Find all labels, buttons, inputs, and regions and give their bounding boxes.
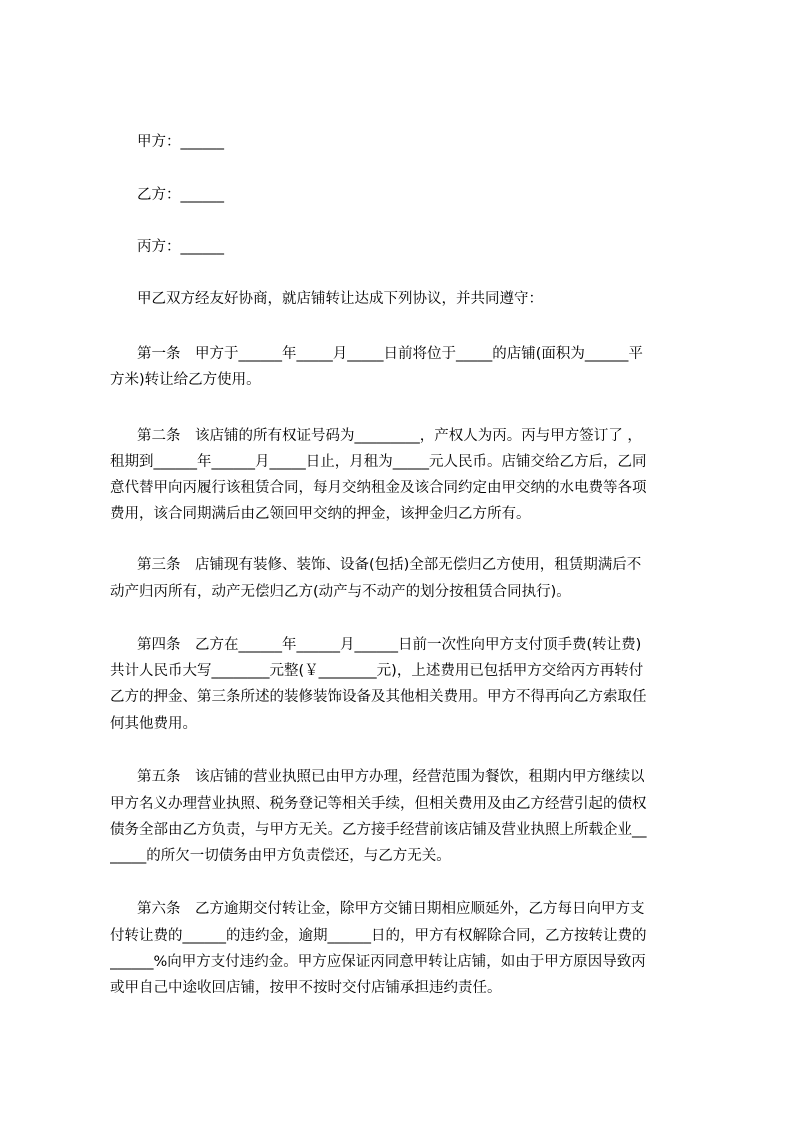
article-2-line-3: 意代替甲向丙履行该租赁合同，每月交纳租金及该合同约定由甲交纳的水电费等各项 xyxy=(110,480,647,496)
article-4-line-2: 共计人民币大写________元整(￥________元)，上述费用已包括甲方交给丙方再转付 xyxy=(110,663,644,679)
article-1-line-2: 方米)转让给乙方使用。 xyxy=(110,372,261,388)
article-5-line-4: _____的所欠一切债务由甲方负责偿还，与乙方无关。 xyxy=(110,848,451,864)
article-4-line-3: 乙方的押金、第三条所述的装修装饰设备及其他相关费用。甲方不得再向乙方索取任 xyxy=(110,689,647,705)
article-3-line-2: 动产归丙所有，动产无偿归乙方(动产与不动产的划分按租赁合同执行)。 xyxy=(110,584,571,600)
article-5-line-1: 第五条 该店铺的营业执照已由甲方办理，经营范围为餐饮，租期内甲方继续以 xyxy=(137,769,645,785)
article-2-line-1: 第二条 该店铺的所有权证号码为_________，产权人为丙。丙与甲方签订了 ， xyxy=(137,428,642,444)
article-1-line-1: 第一条 甲方于______年_____月_____日前将位于_____的店铺(面积为______平 xyxy=(137,346,643,362)
party-b-line: 乙方：______ xyxy=(137,187,224,203)
article-4-line-4: 何其他费用。 xyxy=(110,716,197,732)
article-6-line-4: 或甲自己中途收回店铺，按甲不按时交付店铺承担违约责任。 xyxy=(110,980,502,996)
intro-paragraph: 甲乙双方经友好协商，就店铺转让达成下列协议，并共同遵守： xyxy=(137,291,543,307)
article-3-line-1: 第三条 店铺现有装修、装饰、设备(包括)全部无偿归乙方使用，租赁期满后不 xyxy=(137,557,642,573)
party-c-line: 丙方：______ xyxy=(137,239,224,255)
article-5-line-2: 甲方名义办理营业执照、税务登记等相关手续，但相关费用及由乙方经营引起的债权 xyxy=(110,796,647,812)
article-4-line-1: 第四条 乙方在______年______月______日前一次性向甲方支付顶手费(转让费) xyxy=(137,637,642,653)
party-a-line: 甲方：______ xyxy=(137,134,224,150)
article-6-line-1: 第六条 乙方逾期交付转让金，除甲方交铺日期相应顺延外，乙方每日向甲方支 xyxy=(137,901,645,917)
article-6-line-2: 付转让费的______的违约金，逾期______日的，甲方有权解除合同，乙方按转让费的 xyxy=(110,928,647,944)
article-2-line-2: 租期到______年______月_____日止，月租为_____元人民币。店铺交给乙方后，乙同 xyxy=(110,454,647,470)
article-6-line-3: ______%向甲方支付违约金。甲方应保证丙同意甲转让店铺，如由于甲方原因导致丙 xyxy=(110,954,646,970)
article-5-line-3: 债务全部由乙方负责，与甲方无关。乙方接手经营前该店铺及营业执照上所载企业__ xyxy=(110,822,647,838)
article-2-line-4: 费用，该合同期满后由乙领回甲交纳的押金，该押金归乙方所有。 xyxy=(110,506,531,522)
